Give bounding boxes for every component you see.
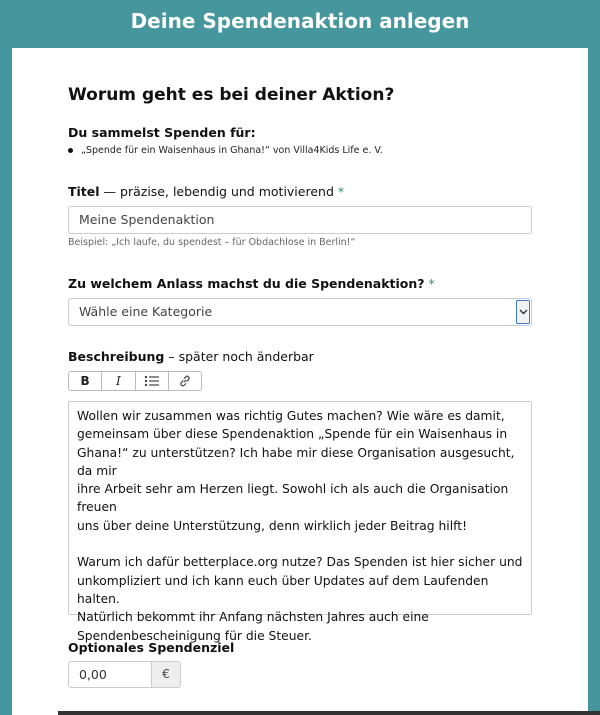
bold-button[interactable]: B [69,372,102,390]
occasion-label [68,276,435,291]
occasion-label-strong: Zu welchem Anlass machst du die Spendenaktion? [68,276,425,291]
title-label-suffix: — präzise, lebendig und motivierend [103,184,334,199]
title-label-strong: Titel [68,184,100,199]
italic-button[interactable]: I [102,372,135,390]
bullet-icon [68,148,73,153]
title-label [68,184,344,199]
currency-addon: € [152,661,181,688]
list-icon [144,375,160,387]
link-icon [178,374,192,388]
goal-input-group [68,661,181,688]
description-label [68,349,314,364]
description-textarea[interactable]: Wollen wir zusammen was richtig Gutes machen? Wie wäre es damit, gemeinsam über diese Spendenaktion „Spende für ein Waisenhaus in Ghana!“ zu unterstützen? Ich habe mir diese Organisation ausgesucht, da mir ihre Arbeit sehr am Herzen liegt. Sowohl ich als auch die Organisation freuen uns über deine Unterstützung, denn wirklich jeder Beitrag hilft! Warum ich dafür betterplace.org nutze? Das Spenden ist hier sicher und unkompliziert und ich kann euch über Updates auf dem Laufenden halten. Natürlich bekommt ihr Anfang nächsten Jahres auch eine Spendenbescheinigung für die Steuer. [68,401,532,615]
page-header [0,0,600,48]
collecting-item [68,145,383,156]
bottom-bar [58,711,600,715]
required-mark: * [337,184,345,199]
title-input[interactable]: Meine Spendenaktion [68,206,532,234]
collecting-item-text: „Spende für ein Waisenhaus in Ghana!“ von Villa4Kids Life e. V. [81,145,383,156]
goal-input[interactable]: 0,00 [68,661,152,688]
page-title: Deine Spendenaktion anlegen [130,9,470,33]
link-button[interactable] [169,372,201,390]
section-heading: Worum geht es bei deiner Aktion? [68,85,395,105]
occasion-select[interactable] [68,298,532,326]
description-label-strong: Beschreibung [68,349,165,364]
editor-toolbar [68,371,202,391]
goal-label: Optionales Spendenziel [68,640,235,655]
description-label-suffix: – später noch änderbar [168,349,314,364]
required-mark: * [428,276,435,291]
collecting-label: Du sammelst Spenden für: [68,125,256,140]
occasion-selected: Wähle eine Kategorie [79,304,213,319]
title-hint: Beispiel: „Ich laufe, du spendest – für Obdachlose in Berlin!“ [68,237,356,248]
bullet-list-button[interactable] [136,372,169,390]
chevron-down-icon[interactable] [516,300,530,324]
form-card [12,48,588,715]
